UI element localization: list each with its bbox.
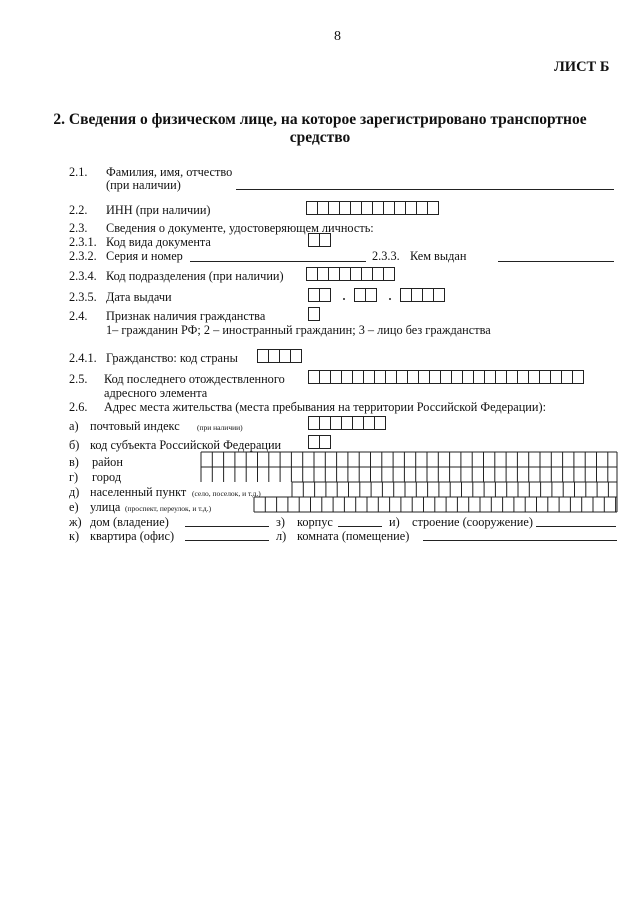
- settlement-note: (село, поселок, и т.д.): [192, 489, 261, 498]
- item-letter: и): [389, 515, 400, 529]
- building-line[interactable]: [338, 526, 382, 527]
- citizenship-flag-label: Признак наличия гражданства: [106, 309, 266, 323]
- structure-label: строение (сооружение): [412, 515, 533, 529]
- item-letter: з): [276, 515, 285, 529]
- issued-by-label: Кем выдан: [410, 249, 467, 263]
- series-number-label: Серия и номер: [106, 249, 183, 263]
- item-letter: б): [69, 438, 80, 452]
- field-num: 2.3.2.: [69, 249, 97, 263]
- address-element-code-label: Код последнего отождествленного: [104, 372, 285, 386]
- region-code-label: код субъекта Российской Федерации: [90, 438, 282, 452]
- section-title: 2. Сведения о физическом лице, на которое зарегистрировано транспортное: [53, 111, 587, 128]
- item-letter: ж): [69, 515, 82, 529]
- field-num: 2.6.: [69, 400, 88, 414]
- room-label: комната (помещение): [297, 529, 410, 543]
- house-label: дом (владение): [90, 515, 169, 529]
- page-number: 8: [334, 29, 341, 44]
- district-label: район: [92, 455, 123, 469]
- item-letter: л): [276, 529, 287, 543]
- item-letter: е): [69, 500, 79, 514]
- field-num: 2.3.1.: [69, 235, 97, 249]
- field-num: 2.5.: [69, 372, 88, 386]
- country-code-label: Гражданство: код страны: [106, 351, 238, 365]
- structure-line[interactable]: [536, 526, 616, 527]
- building-label: корпус: [297, 515, 333, 529]
- residence-address-label: Адрес места жительства (места пребывания на территории Российской Федерации):: [104, 400, 546, 414]
- postal-code-note: (при наличии): [197, 423, 243, 432]
- id-document-label: Сведения о документе, удостоверяющем личность:: [106, 221, 374, 235]
- field-num: 2.3.5.: [69, 290, 97, 304]
- item-letter: в): [69, 455, 79, 469]
- house-line[interactable]: [185, 526, 269, 527]
- field-num: 2.2.: [69, 203, 88, 217]
- room-line[interactable]: [423, 540, 617, 541]
- settlement-label: населенный пункт: [90, 485, 187, 499]
- postal-code-label: почтовый индекс: [90, 419, 180, 433]
- doc-type-code-label: Код вида документа: [106, 235, 211, 249]
- field-num: 2.1.: [69, 165, 88, 179]
- dept-code-label: Код подразделения (при наличии): [106, 269, 284, 283]
- city-label: город: [92, 470, 122, 484]
- item-letter: г): [69, 470, 79, 484]
- apartment-label: квартира (офис): [90, 529, 175, 543]
- full-name-sublabel: (при наличии): [106, 178, 181, 192]
- street-note: (проспект, переулок, и т.д.): [125, 504, 212, 513]
- field-num: 2.3.4.: [69, 269, 97, 283]
- field-num: 2.4.: [69, 309, 88, 323]
- inn-label: ИНН (при наличии): [106, 203, 211, 217]
- address-element-code-label-cont: адресного элемента: [104, 386, 208, 400]
- field-num: 2.4.1.: [69, 351, 97, 365]
- sheet-label: ЛИСТ Б: [554, 59, 610, 75]
- citizenship-options: 1– гражданин РФ; 2 – иностранный гражданин; 3 – лицо без гражданства: [106, 323, 491, 337]
- apartment-line[interactable]: [185, 540, 269, 541]
- item-letter: а): [69, 419, 79, 433]
- issue-date-label: Дата выдачи: [106, 290, 172, 304]
- field-num: 2.3.: [69, 221, 88, 235]
- item-letter: к): [69, 529, 80, 543]
- item-letter: д): [69, 485, 80, 499]
- section-title-cont: средство: [289, 129, 351, 146]
- field-num: 2.3.3.: [372, 249, 400, 263]
- full-name-label: Фамилия, имя, отчество: [106, 165, 233, 179]
- street-label: улица: [90, 500, 121, 514]
